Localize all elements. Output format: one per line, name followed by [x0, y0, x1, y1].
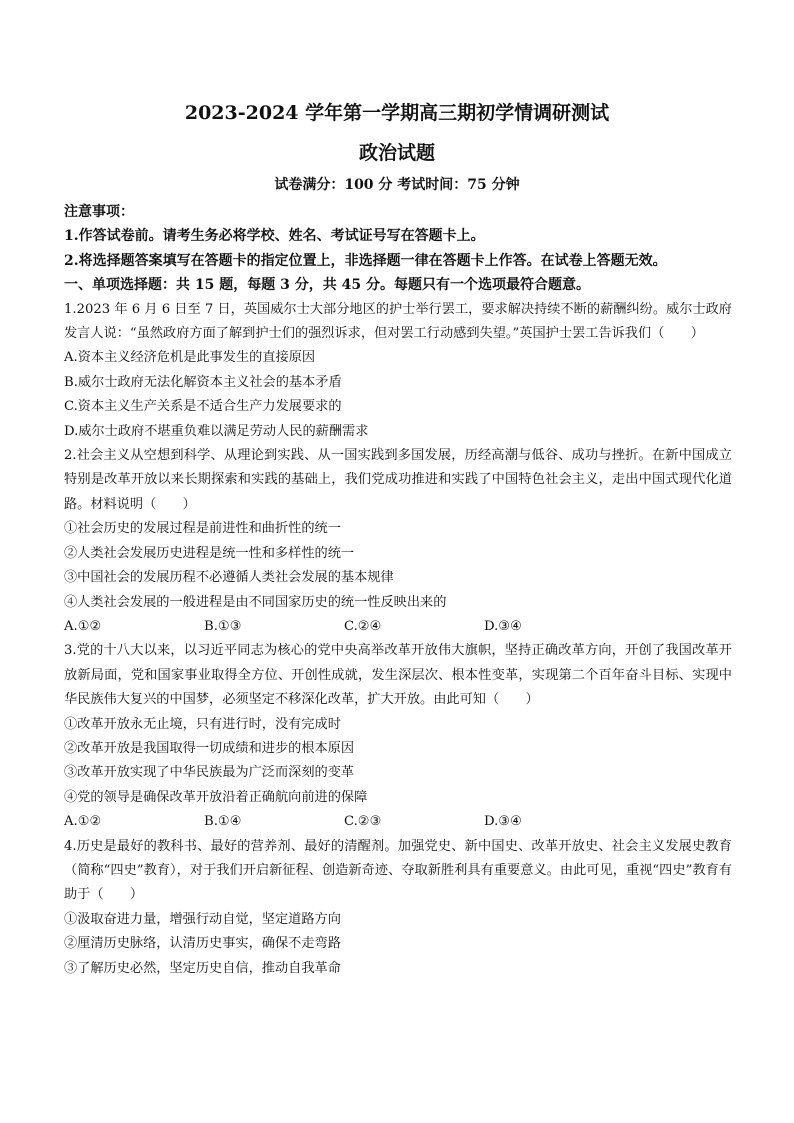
question-stem: 1.2023 年 6 月 6 日至 7 日，英国威尔士大部分地区的护士举行罢工，要求解决持续不断的薪酬纠纷。威尔士政府发言人说：“虽然政府方面了解到护士们的强烈诉求，但对罢工行动感到失望。”英国护士罢工告诉我们（ ）: [64, 301, 732, 342]
question-option: B.威尔士政府无法化解资本主义社会的基本矛盾: [64, 374, 342, 390]
question-statement: ③了解历史必然，坚定历史自信，推动自我革命: [64, 960, 341, 976]
answer-choice: A.①②: [64, 618, 102, 634]
answer-choices: [64, 810, 732, 834]
question-statement: ①社会历史的发展过程是前进性和曲折性的统一: [64, 521, 341, 537]
question-stem: 4.历史是最好的教科书、最好的营养剂、最好的清醒剂。加强党史、新中国史、改革开放史、社会主义发展史教育（简称“四史”教育），对于我们开启新征程、创造新奇迹、夺取新胜利具有重要意义。由此可见，重视“四史”教育有助于（ ）: [64, 838, 732, 903]
answer-choice: B.①④: [204, 814, 242, 830]
question-statement: ②人类社会发展历史进程是统一性和多样性的统一: [64, 545, 355, 561]
section-heading: 一、单项选择题：共 15 题，每题 3 分，共 45 分。每题只有一个选项最符合题意。: [64, 277, 590, 294]
question-statement: ①汲取奋进力量，增强行动自觉，坚定道路方向: [64, 911, 341, 927]
notice-heading: 注意事项：: [64, 204, 134, 220]
answer-choice: C.②③: [344, 814, 382, 830]
subject-title: 政治试题: [358, 142, 435, 164]
question-option: A.资本主义经济危机是此事发生的直接原因: [64, 350, 316, 366]
question-option: C.资本主义生产关系是不适合生产力发展要求的: [64, 399, 342, 415]
notice-item: 2.将选择题答案填写在答题卡的指定位置上，非选择题一律在答题卡上作答。在试卷上答题无效。: [64, 252, 667, 269]
notice-item: 1.作答试卷前。请考生务必将学校、姓名、考试证号写在答题卡上。: [64, 228, 485, 245]
question-stem: 3.党的十八大以来，以习近平同志为核心的党中央高举改革开放伟大旗帜，坚持正确改革方向，开创了我国改革开放新局面，党和国家事业取得全方位、开创性成就，发生深层次、根本性变革，实现第二个百年奋斗目标、实现中华民族伟大复兴的中国梦，必须坚定不移深化改革，扩大开放。由此可知（ ）: [64, 643, 732, 708]
answer-choice: D.③④: [484, 618, 522, 634]
question-statement: ①改革开放永无止境，只有进行时，没有完成时: [64, 716, 341, 732]
question-statement: ④党的领导是确保改革开放沿着正确航向前进的保障: [64, 789, 368, 805]
question-statement: ②改革开放是我国取得一切成绩和进步的根本原因: [64, 740, 355, 756]
exam-content: [64, 200, 732, 981]
answer-choice: C.②④: [344, 618, 382, 634]
question-option: D.威尔士政府不堪重负难以满足劳动人民的薪酬需求: [64, 423, 369, 439]
exam-info: 试卷满分：100 分 考试时间：75 分钟: [274, 177, 520, 193]
question-statement: ③改革开放实现了中华民族最为广泛而深刻的变革: [64, 765, 355, 781]
answer-choice: A.①②: [64, 814, 102, 830]
question-statement: ③中国社会的发展历程不必遵循人类社会发展的基本规律: [64, 570, 394, 586]
exam-title: 2023-2024 学年第一学期高三期初学情调研测试: [184, 102, 610, 124]
question-statement: ②厘清历史脉络，认清历史事实，确保不走弯路: [64, 936, 341, 952]
answer-choice: D.③④: [484, 814, 522, 830]
question-statement: ④人类社会发展的一般进程是由不同国家历史的统一性反映出来的: [64, 594, 447, 610]
answer-choices: [64, 615, 732, 639]
answer-choice: B.①③: [204, 618, 242, 634]
question-stem: 2.社会主义从空想到科学、从理论到实践、从一国实践到多国发展，历经高潮与低谷、成功与挫折。在新中国成立特别是改革开放以来长期探索和实践的基础上，我们党成功推进和实践了中国特色社会主义，走出中国式现代化道路。材料说明（ ）: [64, 448, 732, 512]
